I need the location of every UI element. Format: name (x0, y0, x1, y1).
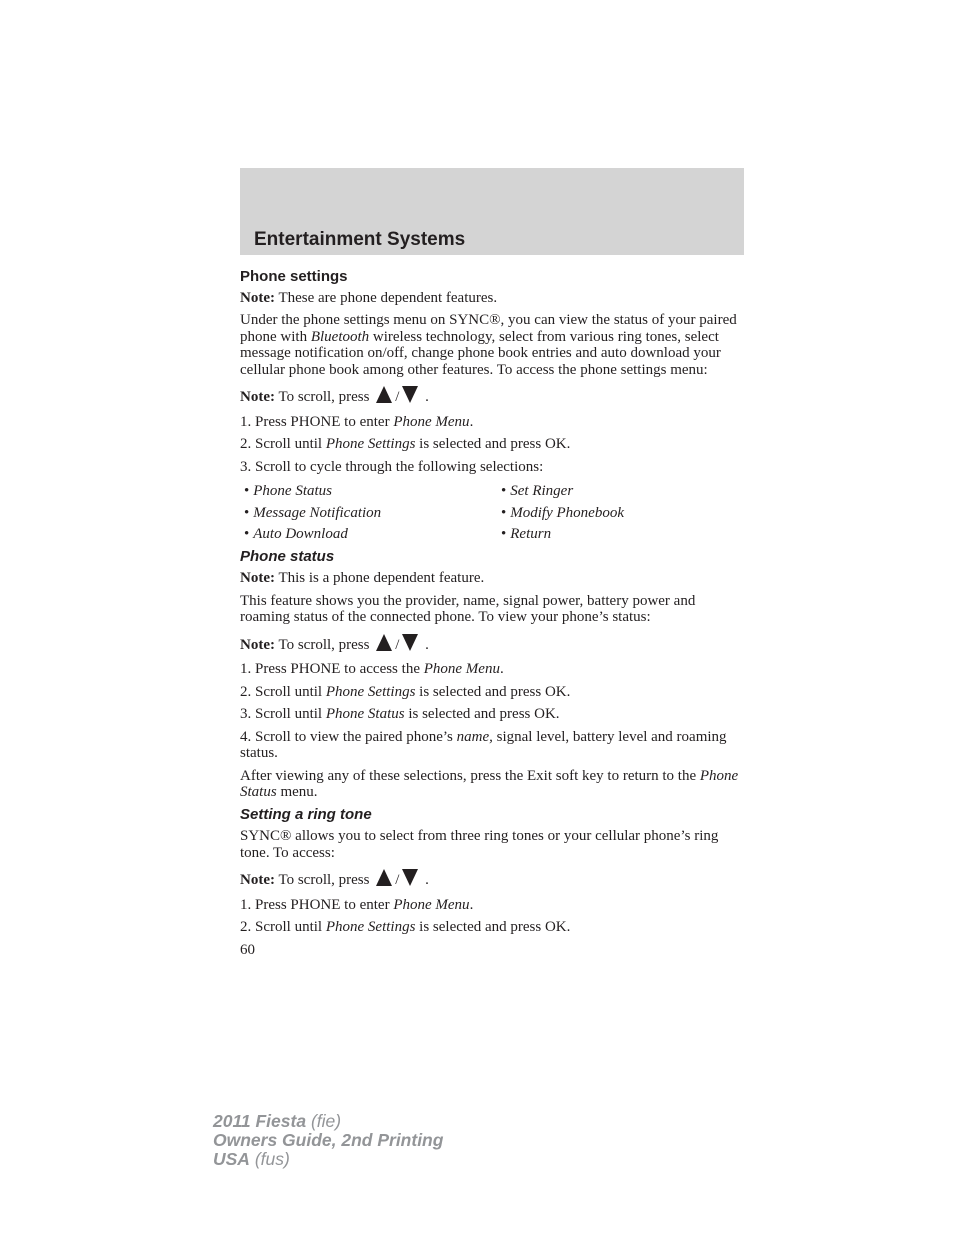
list-item-label: Modify Phonebook (510, 504, 624, 521)
body-text: menu. (276, 784, 318, 800)
note-text: To scroll, press (274, 636, 374, 653)
footer-model: 2011 Fiesta (213, 1111, 307, 1131)
list-item: • Auto Download (244, 526, 348, 542)
note-text: To scroll, press (274, 389, 374, 405)
section-header-band (240, 168, 744, 255)
menu-term: Phone Status (240, 767, 739, 800)
menu-term: Phone Status (325, 706, 405, 722)
up-arrow-icon (376, 386, 392, 403)
phone-settings-heading: Phone settings (240, 268, 348, 285)
list-item-label: Phone Status (253, 483, 333, 499)
bluetooth-term: Bluetooth (310, 328, 370, 345)
phone-status-intro: This feature shows you the provider, name, signal power, battery power and roaming status of the connected phone. To view your phone’s status: (240, 592, 696, 625)
step (240, 436, 745, 453)
list-item-label: Set Ringer (510, 483, 574, 499)
step-text: . (499, 661, 504, 677)
footer-code: (fie) (306, 1111, 342, 1131)
step-text: 2. Scroll until (240, 919, 326, 935)
period: . (425, 872, 429, 888)
step (240, 414, 745, 431)
ring-tone-intro: SYNC® allows you to select from three ring tones or your cellular phone’s ring tone. To access: (240, 828, 719, 861)
step-text: 2. Scroll until (240, 683, 326, 700)
menu-term: Phone Menu (393, 413, 470, 430)
phone-status-note (240, 570, 745, 587)
list-item-label: Auto Download (253, 526, 348, 542)
after-viewing-text (240, 768, 745, 801)
up-arrow-icon (376, 634, 392, 651)
phone-settings-note (240, 290, 745, 307)
section-title: Entertainment Systems (254, 229, 466, 250)
intro-text: Under the phone settings menu on SYNC®, you can view the status of your paired phone with (240, 312, 737, 345)
footer-line: Owners Guide, 2nd Printing (213, 1130, 444, 1150)
step (240, 661, 745, 678)
list-item: • Phone Status (244, 483, 333, 499)
slash: / (395, 389, 400, 405)
footer-line (213, 1112, 443, 1131)
slash: / (395, 636, 400, 653)
note-text: To scroll, press (274, 872, 374, 888)
step-text: 1. Press PHONE to access the (240, 661, 424, 677)
step-text: is selected and press OK. (415, 683, 571, 700)
note-label: Note: (240, 289, 275, 306)
step-text: . (469, 413, 474, 430)
step-text: 1. Press PHONE to enter (240, 896, 394, 913)
step-text: is selected and press OK. (415, 919, 571, 935)
step-text: is selected and press OK. (415, 436, 571, 452)
page-content (240, 266, 745, 958)
step (240, 919, 745, 936)
menu-term: Phone Menu (393, 896, 470, 913)
menu-term: name, (456, 728, 493, 745)
slash: / (395, 872, 400, 888)
scroll-note (240, 869, 745, 889)
list-item-label: Return (510, 526, 552, 542)
note-label: Note: (240, 872, 275, 888)
up-arrow-icon (376, 869, 392, 886)
selection-list (240, 483, 745, 543)
note-label: Note: (240, 636, 275, 653)
phone-status-heading: Phone status (240, 547, 335, 565)
step: 3. Scroll to cycle through the following selections: (240, 458, 544, 475)
step-text: 4. Scroll to view the paired phone’s (240, 728, 457, 745)
intro-text: wireless technology, select from various ring tones, select message notification on/off, change phone book entries and auto download your cellular phone book among other features. To access the phone settings menu: (240, 328, 721, 378)
step-text: is selected and press OK. (404, 706, 560, 722)
footer-line (213, 1150, 443, 1169)
document-footer (213, 1112, 443, 1169)
list-item-label: Message Notification (253, 504, 382, 521)
ring-tone-heading: Setting a ring tone (240, 805, 372, 823)
note-label: Note: (240, 389, 275, 405)
list-item: • Modify Phonebook (501, 504, 624, 521)
page-number: 60 (240, 941, 255, 958)
down-arrow-icon (402, 386, 418, 403)
body-text: After viewing any of these selections, press the Exit soft key to return to the (240, 767, 700, 784)
step (240, 729, 745, 762)
step (240, 897, 745, 914)
step-text: signal level, battery level and roaming status. (240, 728, 727, 761)
footer-code: (fus) (249, 1149, 290, 1169)
note-text: These are phone dependent features. (274, 289, 498, 306)
period: . (425, 636, 429, 653)
list-item: • Set Ringer (501, 483, 574, 499)
list-item: • Return (501, 526, 552, 542)
scroll-note (240, 634, 745, 654)
step (240, 706, 745, 723)
footer-market: USA (213, 1149, 250, 1169)
step-text: 3. Scroll until (240, 706, 326, 722)
step (240, 684, 745, 701)
step-text: 1. Press PHONE to enter (240, 413, 394, 430)
step-text: . (469, 896, 474, 913)
note-text: This is a phone dependent feature. (274, 570, 485, 586)
menu-term: Phone Settings (325, 683, 416, 700)
down-arrow-icon (402, 634, 418, 651)
period: . (425, 389, 429, 405)
phone-settings-intro (240, 312, 745, 378)
down-arrow-icon (402, 869, 418, 886)
step-text: 2. Scroll until (240, 436, 326, 452)
menu-term: Phone Settings (325, 919, 416, 935)
menu-term: Phone Menu (423, 661, 500, 677)
note-label: Note: (240, 570, 275, 586)
menu-term: Phone Settings (325, 436, 416, 452)
scroll-note (240, 386, 745, 406)
list-item: • Message Notification (244, 504, 382, 521)
